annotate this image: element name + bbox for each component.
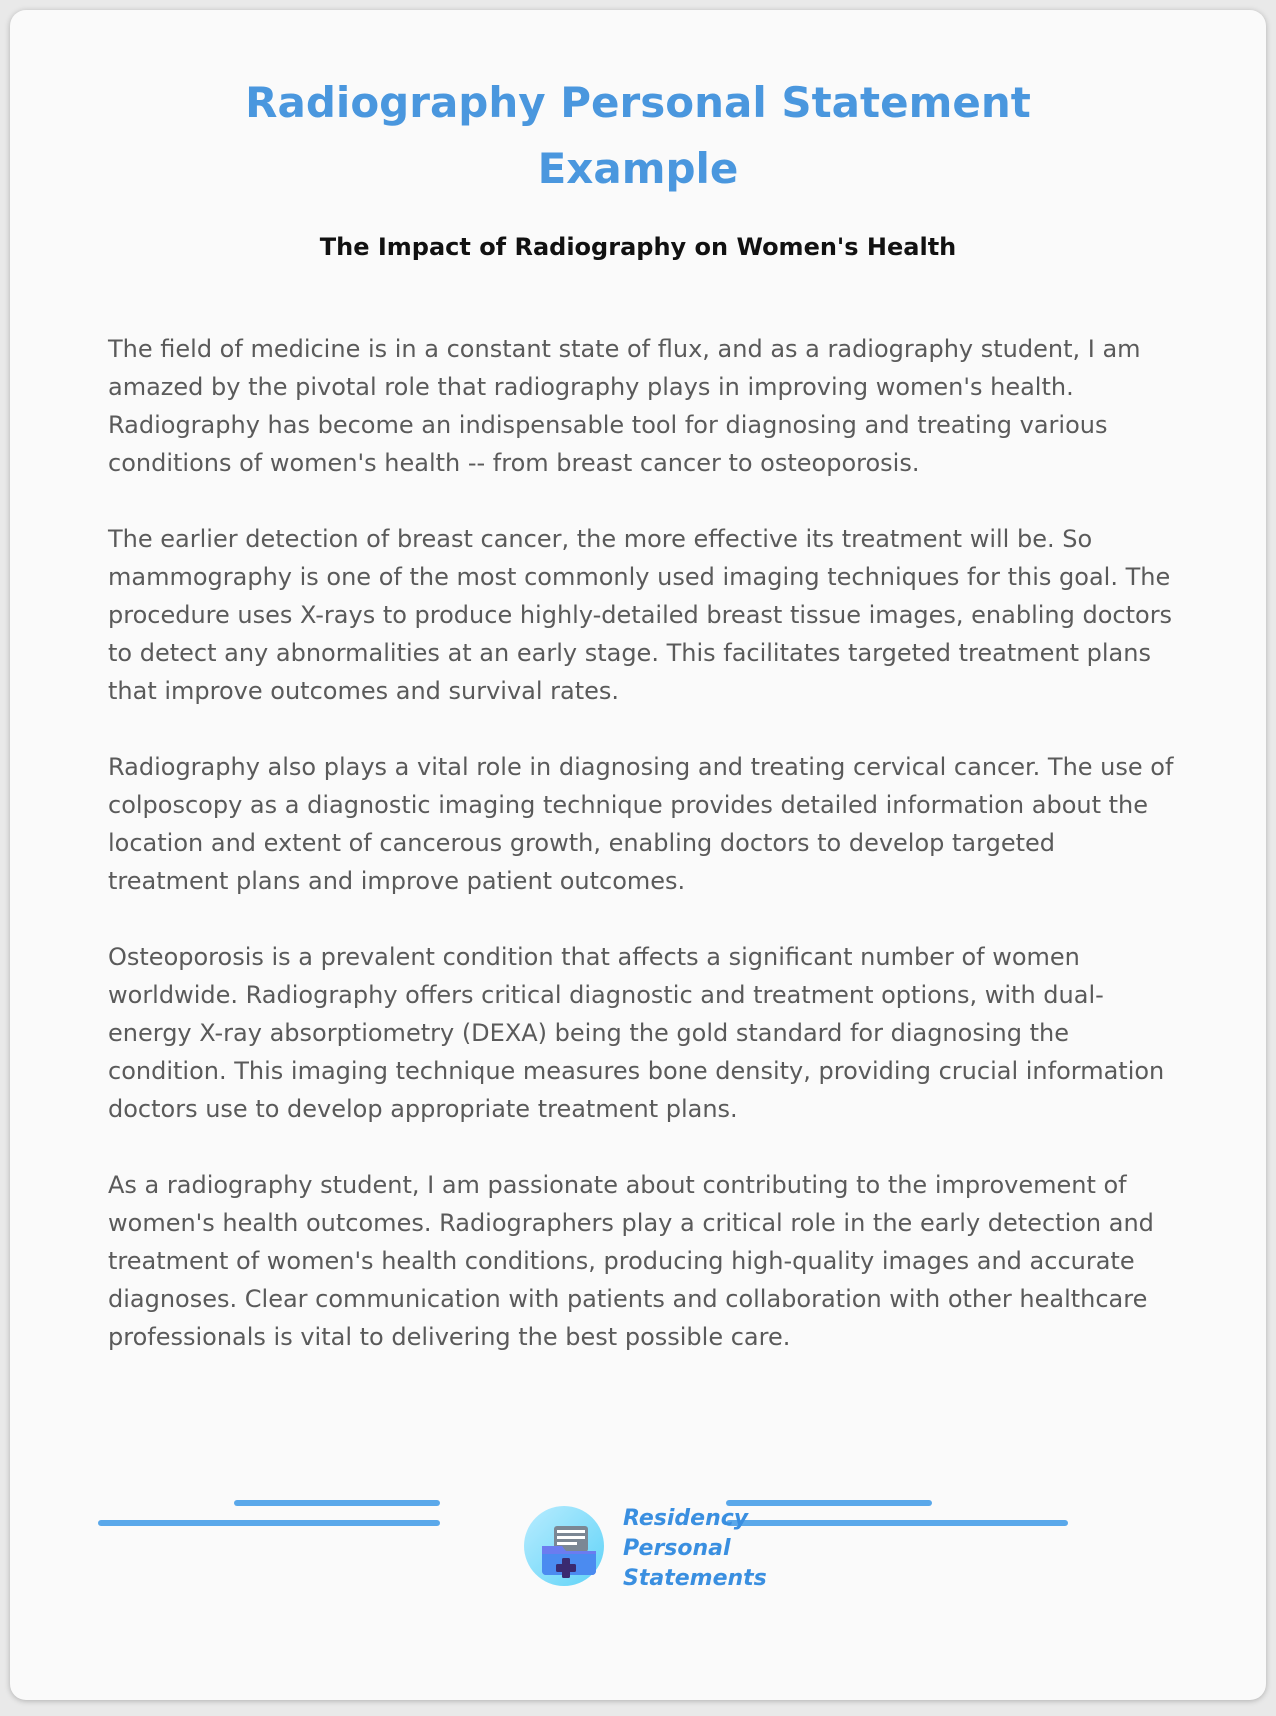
brand-line-2: Personal [623,1536,731,1561]
statement-body [108,330,1178,1394]
document-page [10,10,1266,1700]
medical-folder-icon [524,1506,604,1586]
paragraph-1: The field of medicine is in a constant state of flux, and as a radiography student, I am amazed by the pivotal role that radiography plays in improving women's health. Radiography has become an indispensable tool for diagnosing and treating various conditions of women's health -- from breast cancer to osteoporosis. [108,335,1141,477]
footer-line-left-long [98,1520,440,1526]
brand-name [623,1504,783,1594]
page-subtitle: The Impact of Radiography on Women's Health [319,233,957,261]
paragraph-2: The earlier detection of breast cancer, the more effective its treatment will be. So mammography is one of the most commonly used imaging techniques for this goal. The procedure uses X-rays to produce highly-detailed breast tissue images, enabling doctors to detect any abnormalities at an early stage. This facilitates targeted treatment plans that improve outcomes and survival rates. [108,525,1173,705]
page-title [10,70,1266,202]
title-line-1: Radiography Personal Statement [245,78,1031,127]
title-line-2: Example [537,144,739,193]
brand-line-3: Statements [623,1566,767,1591]
paragraph-5: As a radiography student, I am passionate about contributing to the improvement of women's health outcomes. Radiographers play a critical role in the early detection and treatment of women's health conditions, producing high-quality images and accurate diagnoses. Clear communication with patients and collaboration with other healthcare professionals is vital to delivering the best possible care. [108,1171,1154,1351]
paragraph-3: Radiography also plays a vital role in diagnosing and treating cervical cancer. The use of colposcopy as a diagnostic imaging technique provides detailed information about the location and extent of cancerous growth, enabling doctors to develop targeted treatment plans and improve patient outcomes. [108,753,1174,895]
brand-line-1: Residency [623,1506,749,1531]
paragraph-4: Osteoporosis is a prevalent condition that affects a significant number of women worldwide. Radiography offers critical diagnostic and treatment options, with dual-energy X-ray absorptiometry (DEXA) being the gold standard for diagnosing the condition. This imaging technique measures bone density, providing crucial information doctors use to develop appropriate treatment plans. [108,943,1165,1123]
footer-line-left-short [234,1500,440,1506]
